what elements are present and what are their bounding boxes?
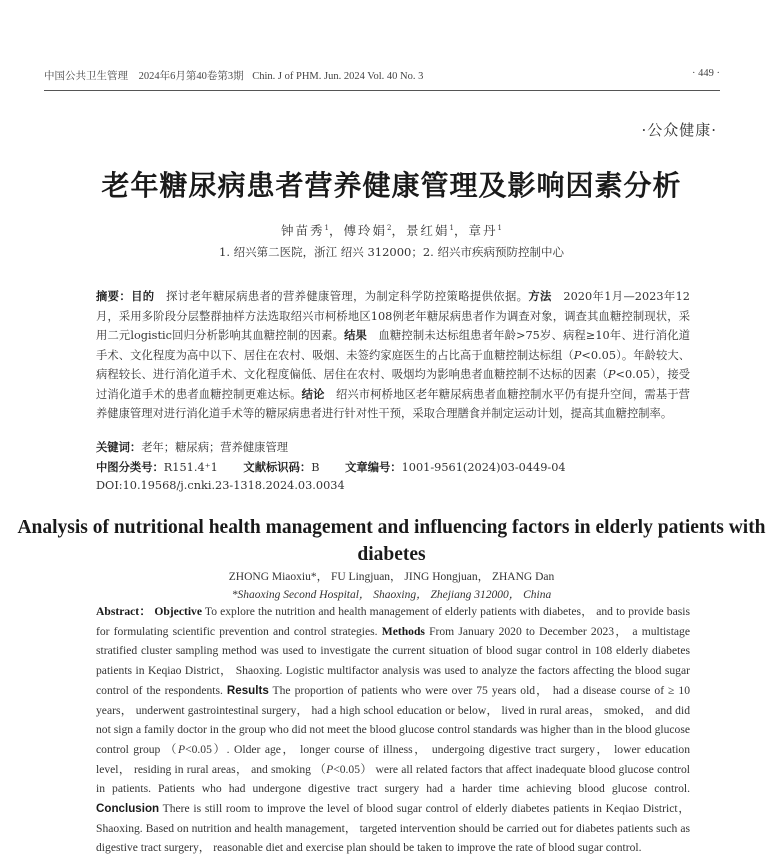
journal-info-en: Chin. J of PHM. Jun. 2024 Vol. 40 No. 3 <box>252 71 424 82</box>
affiliation-marker: 1 <box>449 223 454 232</box>
objective-text: 探讨老年糖尿病患者的营养健康管理，为制定科学防控策略提供依据。 <box>154 290 529 303</box>
p-value: <0.05 <box>333 762 361 776</box>
affiliation-marker: 2 <box>387 223 392 232</box>
keywords-label: 关键词： <box>96 441 142 454</box>
article-no-value: 1001-9561(2024)03-0449-04 <box>401 461 566 474</box>
p-value: <0.05 <box>581 348 617 362</box>
objective-text-en: To explore the nutrition and health management of elderly patients with diabetes， and to provide basis for formulating scientific prevention and control strategies. <box>96 605 690 638</box>
author-separator: ， <box>328 223 344 238</box>
author-list-en: ZHONG Miaoxiu*， FU Lingjuan， JING Hongjuan， ZHANG Dan <box>228 571 555 583</box>
article-title-cn: 老年糖尿病患者营养健康管理及影响因素分析 <box>101 169 682 202</box>
results-text: 血糖控制未达标组患者年龄>75岁、病程≥10年、进行消化道手术、文化程度为高中以下、居住在农村、吸烟、未签约家庭医生的占比高于血糖控制达标组（ <box>96 329 690 362</box>
clc-label: 中图分类号： <box>96 461 164 474</box>
conclusion-text: 绍兴市柯桥地区老年糖尿病患者血糖控制水平仍有提升空间，需基于营养健康管理对进行消化道手术等的糖尿病患者进行针对性干预，采取合理膳食并制定运动计划，提高其血糖控制率。 <box>96 387 690 420</box>
results-label-en: Results <box>226 683 269 697</box>
p-value: <0.05 <box>185 742 212 756</box>
results-text-en: ） were all related factors that affect inadequate blood glucose control in patients. Patients who had undergone digestive tract surgery had a harder time achieving blood glucose control. <box>96 762 690 796</box>
methods-label: 方法 <box>528 290 552 303</box>
author-name: 景红娟 <box>406 223 450 238</box>
doc-code-label: 文献标识码： <box>243 461 312 474</box>
author-list-cn <box>0 221 783 239</box>
results-label: 结果 <box>344 329 367 342</box>
affiliation-marker: 1 <box>324 223 329 232</box>
author-name: 傅玲娟 <box>343 223 388 238</box>
issue-info-cn: 2024年6月第40卷第3期 <box>138 71 244 82</box>
p-symbol: P <box>573 348 582 362</box>
results-text: ）。年龄较大、病程较长、进行消化道手术、文化程度偏低、居住在农村、吸烟均为影响患者血糖控制不达标的因素（ <box>96 348 690 381</box>
author-separator: ， <box>391 223 406 238</box>
journal-name-cn: 中国公共卫生管理 <box>44 71 128 82</box>
results-text: ），接受过消化道手术的患者血糖控制更难达标。 <box>96 368 690 401</box>
conclusion-label: 结论 <box>301 387 325 401</box>
classification-line <box>96 459 690 475</box>
conclusion-label-en: Conclusion <box>96 802 160 816</box>
objective-label-en: Objective <box>154 605 202 618</box>
results-text-en: ）. Older age， longer course of illness， undergoing digestive tract surgery， lower education level， residing in rural areas， and smoking （ <box>96 742 691 776</box>
p-value: <0.05 <box>615 368 651 381</box>
doc-code-value: B <box>311 461 320 474</box>
p-symbol: P <box>326 762 334 776</box>
abstract-label-en: Abstract： <box>96 605 152 618</box>
p-symbol: P <box>607 368 616 381</box>
abstract-en <box>96 602 690 858</box>
keywords-line <box>96 439 690 455</box>
abstract-cn <box>96 287 690 424</box>
p-symbol: P <box>177 742 186 756</box>
methods-text-en: From January 2020 to December 2023， a multistage stratified cluster sampling method was used to investigate the current situation of blood sugar control in 108 elderly diabetes patients in Keqiao District， Shaoxing. Logistic multifactor analysis was used to analyze the factors affecting the blood sugar control of the respondents. <box>96 624 691 697</box>
conclusion-text-en: There is still room to improve the level of blood sugar control of elderly diabetes patients in Keqiao District， Shaoxing. Based on nutrition and health management， targeted intervention should be carried out for diabetes patients such as digestive tract surgery， reasonable diet and exercise plan should be taken to improve the rate of blood sugar control. <box>96 802 690 855</box>
clc-value: R151.4⁺1 <box>163 461 218 474</box>
article-no-label: 文章编号： <box>345 461 402 474</box>
results-text-en: The proportion of patients who were over 75 years old， had a disease course of ≥ 10 years， underwent gastrointestinal surgery， had a high school education or below， lived in rural areas， smoked， and did not sign a family doctor in the group who did not meet the blood glucose control standards was higher than in the blood glucose control group （ <box>96 683 690 756</box>
abstract-label: 摘要： <box>96 290 132 303</box>
header-rule <box>44 90 720 91</box>
objective-label: 目的 <box>131 290 155 303</box>
author-separator: ， <box>453 223 469 238</box>
methods-label-en: Methods <box>381 624 425 638</box>
article-title-en: Analysis of nutritional health management and influencing factors in elderly patients with diabetes <box>17 517 766 565</box>
doi-link[interactable]: DOI:10.19568/j.cnki.23-1318.2024.03.0034 <box>96 479 345 492</box>
author-name: 章丹 <box>468 223 498 238</box>
affiliation-cn: 1. 绍兴第二医院，浙江 绍兴 312000；2. 绍兴市疾病预防控制中心 <box>219 245 564 259</box>
methods-text: 2020年1月—2023年12月，采用多阶段分层整群抽样方法选取绍兴市柯桥地区108例老年糖尿病患者作为调查对象，调查其血糖控制现状，采用二元logistic回归分析影响其血糖控制的因素。 <box>96 290 690 342</box>
author-name: 钟苗秀 <box>281 223 325 238</box>
page-number: · 449 · <box>692 68 720 79</box>
affiliation-en: *Shaoxing Second Hospital， Shaoxing， Zhejiang 312000， China <box>231 589 552 601</box>
affiliation-marker: 1 <box>497 223 502 232</box>
running-head <box>44 68 720 83</box>
column-label: ·公众健康· <box>641 121 717 139</box>
keywords-value: 老年；糖尿病；营养健康管理 <box>141 441 289 454</box>
